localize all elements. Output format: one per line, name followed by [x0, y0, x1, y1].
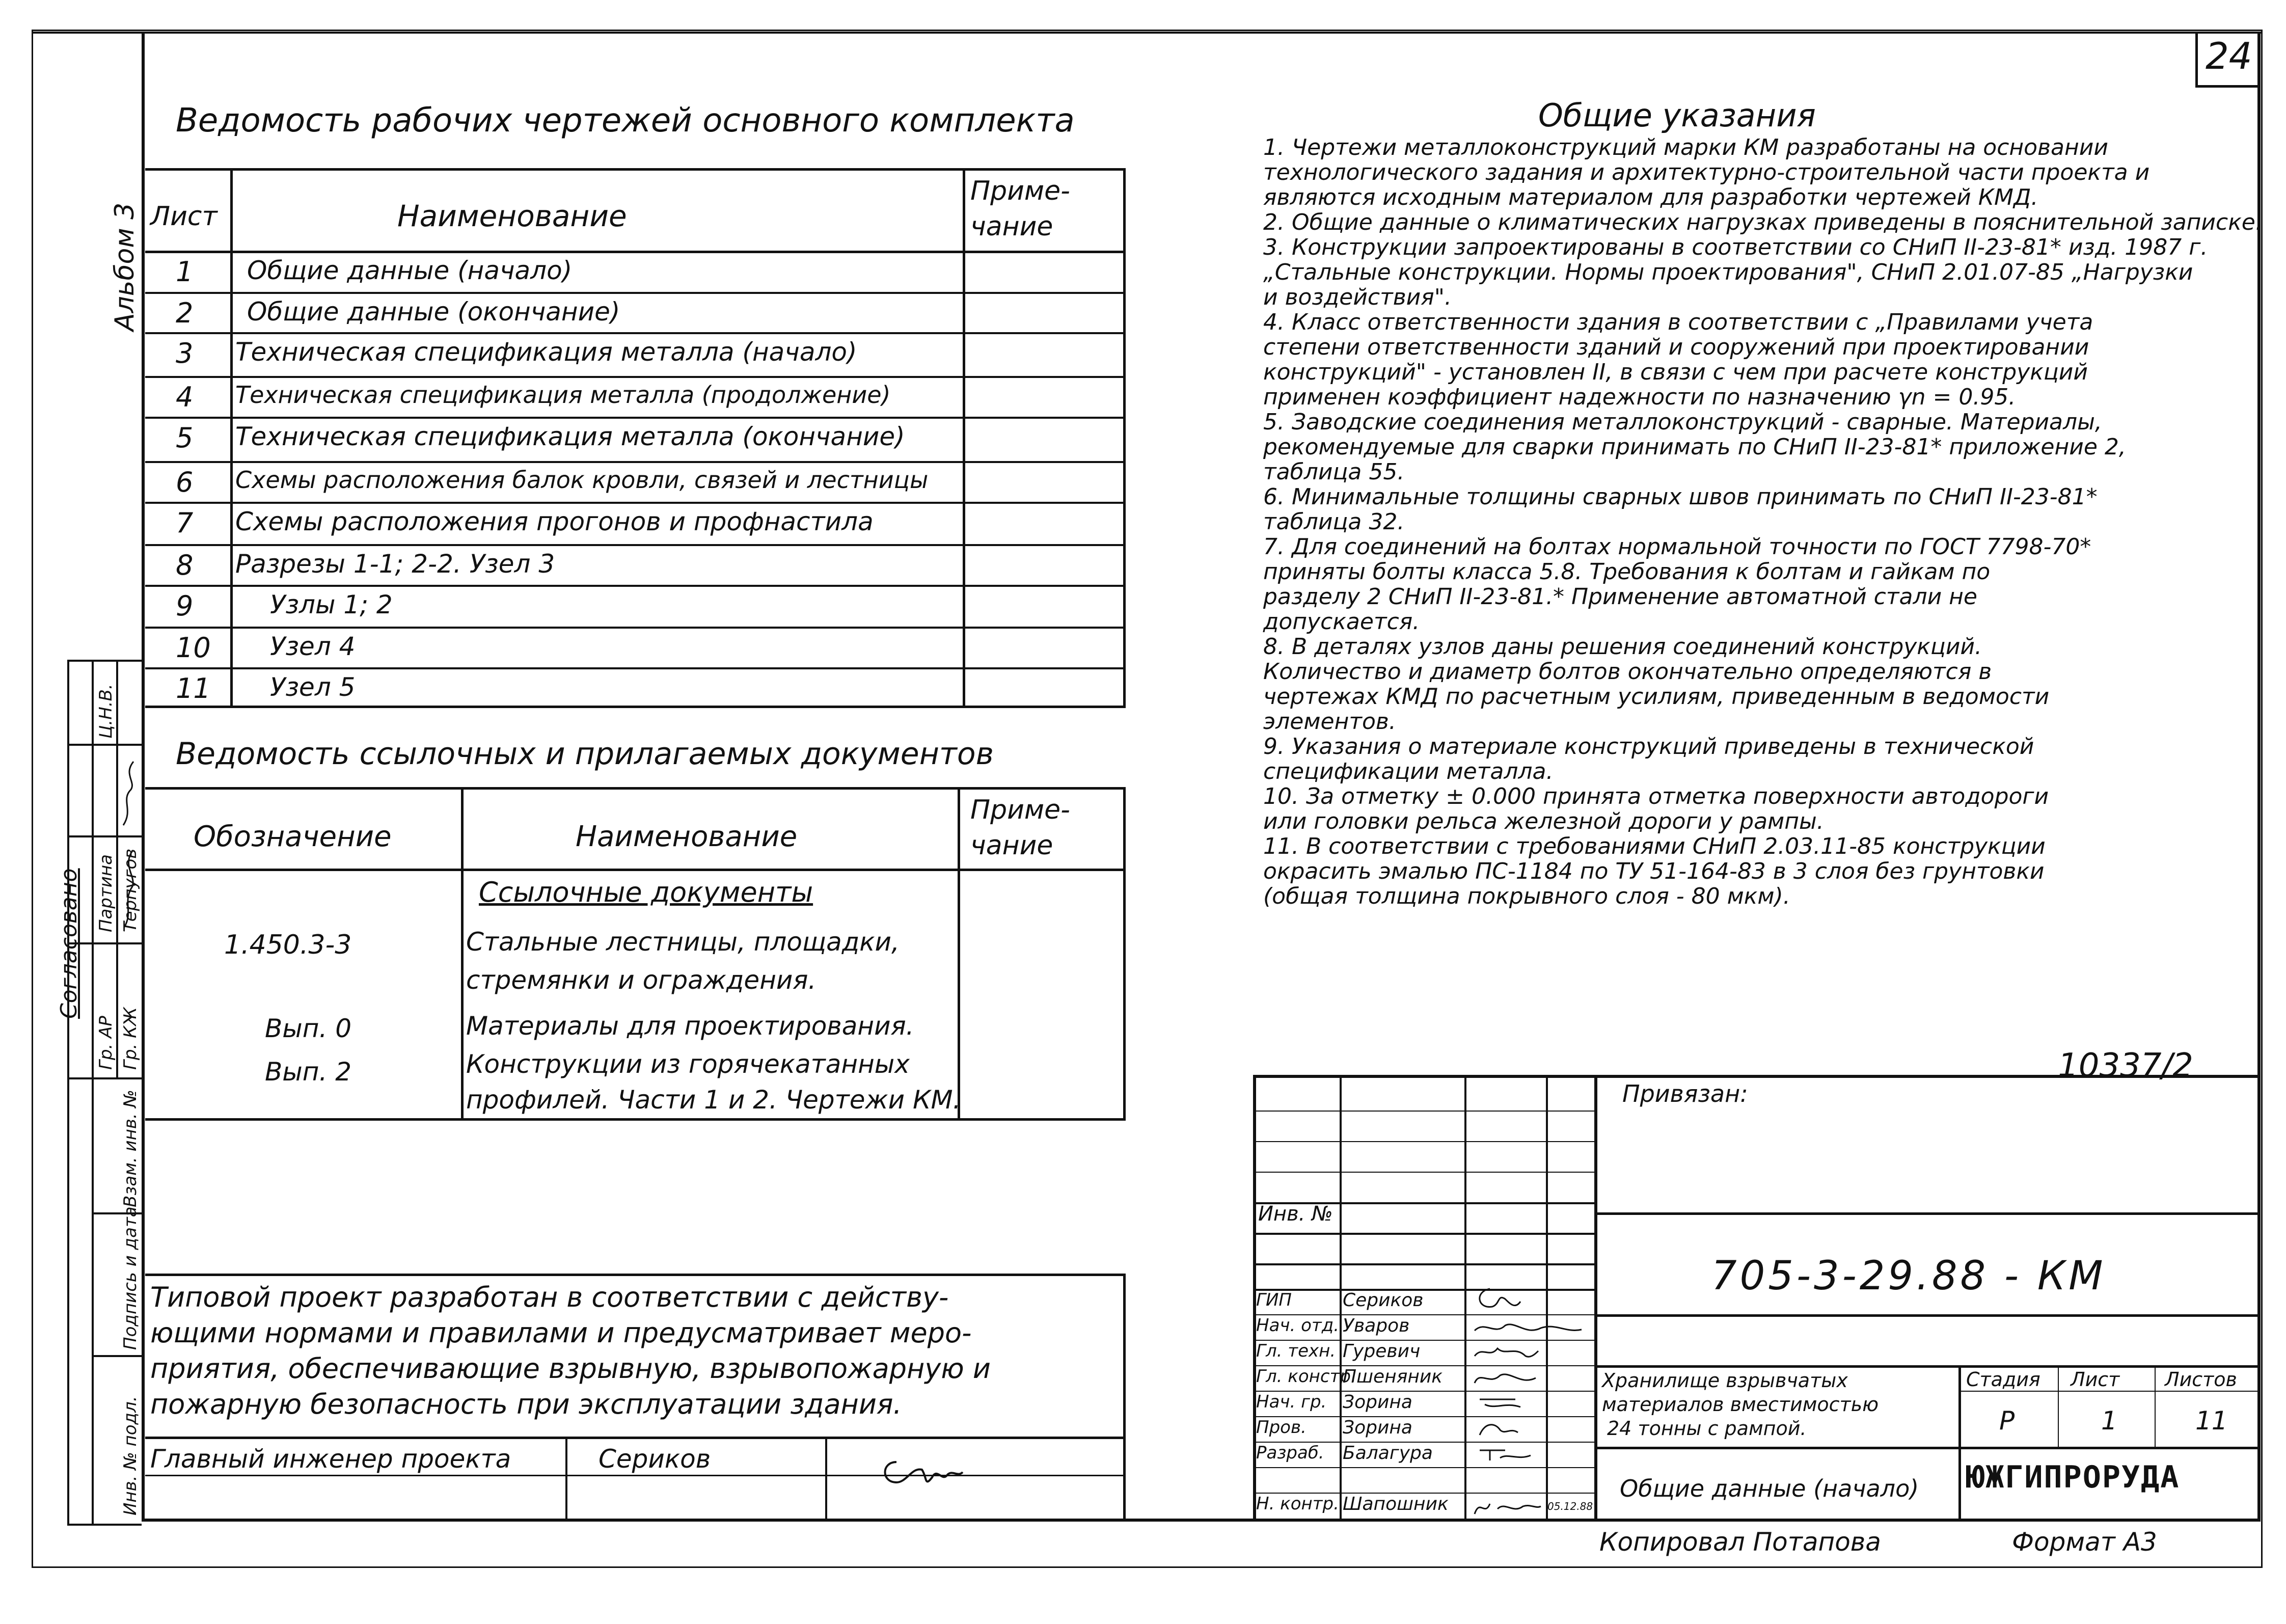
- general-note-line: технологического задания и архитектурно-строительной части проекта и: [1263, 159, 2150, 185]
- register-row-divider: [145, 417, 1126, 419]
- register-sheet-name: Схемы расположения прогонов и профнастила: [235, 507, 874, 536]
- staff-role: Гл. констр.: [1256, 1366, 1356, 1387]
- chief-row-top: [145, 1437, 1126, 1439]
- constr-signature: [1469, 1365, 1541, 1391]
- register-sheet-number: 10: [176, 632, 211, 664]
- check-signature: [1469, 1417, 1541, 1440]
- staff-role: Пров.: [1256, 1417, 1307, 1438]
- register-row-divider: [145, 502, 1126, 504]
- register-row-divider: [145, 544, 1126, 546]
- title-designation: 705-3-29.88 - КМ: [1711, 1253, 2106, 1299]
- refdoc-designation-2: Вып. 0: [265, 1014, 352, 1043]
- object-name-2: материалов вместимостью: [1602, 1393, 1879, 1416]
- general-note-line: допускается.: [1263, 609, 1420, 635]
- refdoc-name-3b: профилей. Части 1 и 2. Чертежи КМ.: [466, 1085, 961, 1115]
- stamp-agreed: Согласовано: [56, 868, 82, 1019]
- general-notes-title: Общие указания: [1538, 97, 1816, 134]
- register-sheet-name: Техническая спецификация металла (окончание): [235, 422, 905, 451]
- refdoc-name-1b: стремянки и ограждения.: [466, 965, 817, 995]
- general-note-line: 10. За отметку ± 0.000 принята отметка поверхности автодороги: [1263, 783, 2049, 809]
- refdocs-section-title: Ссылочные документы: [479, 876, 813, 908]
- stamp-col1-sub: Гр. КЖ: [120, 1007, 141, 1070]
- register-sheet-number: 4: [176, 381, 194, 413]
- register-sheet-name: Техническая спецификация металла (начало): [235, 337, 857, 367]
- register-row-divider: [145, 585, 1126, 587]
- sheet-format: Формат А3: [2012, 1527, 2157, 1557]
- register-sheet-number: 11: [176, 672, 211, 705]
- general-note-line: применен коэффициент надежности по назначению γn = 0.95.: [1263, 384, 2016, 410]
- copied-by: Копировал Потапова: [1599, 1527, 1881, 1557]
- register-sheet-number: 8: [176, 549, 194, 581]
- staff-role: ГИП: [1256, 1290, 1292, 1310]
- staff-name: Шапошник: [1343, 1494, 1449, 1514]
- gip-signature: [1469, 1279, 1531, 1319]
- general-note-line: спецификации металла.: [1263, 759, 1554, 784]
- general-note-line: рекомендуемые для сварки принимать по СНиП II-23-81* приложение 2,: [1263, 434, 2126, 460]
- group-signature: [1469, 1392, 1541, 1415]
- general-note-line: или головки рельса железной дороги у рампы.: [1263, 808, 1824, 834]
- register-header-name: Наименование: [397, 199, 627, 233]
- drawings-register-title: Ведомость рабочих чертежей основного комплекта: [176, 102, 1075, 140]
- staff-role: Гл. техн.: [1256, 1341, 1336, 1361]
- staff-role: Н. контр.: [1256, 1494, 1339, 1514]
- chief-col-2: [825, 1437, 827, 1521]
- chief-engineer-signature: [876, 1447, 978, 1493]
- general-note-line: 5. Заводские соединения металлоконструкций - сварные. Материалы,: [1263, 409, 2102, 435]
- general-note-line: 11. В соответствии с требованиями СНиП 2.03.11-85 конструкции: [1263, 833, 2046, 859]
- title-privyazan: Привязан:: [1622, 1080, 1748, 1107]
- chief-col-1: [565, 1437, 567, 1521]
- staff-name: Балагура: [1343, 1443, 1433, 1464]
- register-header-sheet: Лист: [150, 201, 217, 232]
- sheet-value: 1: [2101, 1406, 2117, 1436]
- register-sheet-name: Техническая спецификация металла (продолжение): [235, 381, 891, 409]
- album-label: Альбом 3: [110, 202, 140, 331]
- general-note-line: являются исходным материалом для разработки чертежей КМД.: [1263, 184, 2038, 210]
- chief-engineer-name: Сериков: [598, 1444, 711, 1474]
- register-sheet-number: 1: [176, 256, 194, 288]
- general-note-line: (общая толщина покрывного слоя - 80 мкм).: [1263, 883, 1790, 909]
- register-sheet-name: Схемы расположения балок кровли, связей и лестницы: [235, 466, 929, 494]
- general-note-line: и воздействия".: [1263, 284, 1452, 310]
- register-header-note-1: Приме-: [970, 176, 1070, 206]
- norm-signature: [1467, 1494, 1543, 1522]
- register-row-divider: [145, 667, 1126, 669]
- chief-row-mid: [145, 1475, 1126, 1476]
- organization: ЮЖГИПРОРУДА: [1966, 1459, 2180, 1495]
- sheet-label: Лист: [2071, 1368, 2120, 1391]
- typical-note-line-1: Типовой проект разработан в соответствии с действу-: [150, 1281, 949, 1313]
- general-note-line: приняты болты класса 5.8. Требования к болтам и гайкам по: [1263, 559, 1991, 585]
- stamp-signature-2: [118, 846, 139, 932]
- general-note-line: Количество и диаметр болтов окончательно определяются в: [1263, 659, 1992, 685]
- refdocs-header-note-1: Приме-: [970, 795, 1070, 825]
- title-inv-label: Инв. №: [1258, 1202, 1333, 1226]
- dev-signature: [1469, 1443, 1541, 1466]
- general-note-line: конструкций" - установлен II, в связи с чем при расчете конструкций: [1263, 359, 2088, 385]
- general-note-line: 3. Конструкции запроектированы в соответствии со СНиП II-23-81* изд. 1987 г.: [1263, 234, 2208, 260]
- register-sheet-number: 2: [176, 297, 194, 329]
- album-number: 10337/2: [2058, 1047, 2193, 1085]
- register-row-divider: [145, 461, 1126, 463]
- register-sheet-number: 7: [176, 507, 194, 539]
- staff-name: Сериков: [1343, 1290, 1424, 1311]
- stamp-sign-date: Подпись и дата: [120, 1206, 141, 1350]
- object-name-1: Хранилище взрывчатых: [1602, 1369, 1848, 1392]
- general-note-line: 8. В деталях узлов даны решения соединений конструкций.: [1263, 634, 1982, 660]
- reference-docs-title: Ведомость ссылочных и прилагаемых документов: [176, 736, 994, 772]
- title-date: 05.12.88: [1547, 1500, 1593, 1512]
- stamp-inv-orig: Инв. № подл.: [120, 1396, 141, 1515]
- staff-role: Нач. гр.: [1256, 1392, 1327, 1412]
- staff-name: Гуревич: [1343, 1341, 1421, 1362]
- top-border: [32, 32, 2263, 34]
- staff-name: Пшеняник: [1343, 1366, 1443, 1387]
- register-row-divider: [145, 627, 1126, 629]
- general-note-line: „Стальные конструкции. Нормы проектирования", СНиП 2.01.07-85 „Нагрузки: [1263, 259, 2193, 285]
- general-note-line: окрасить эмалью ПС-1184 по ТУ 51-164-83 в 3 слоя без грунтовки: [1263, 858, 2045, 884]
- stamp-col3-header: Ц.Н.В.: [96, 684, 116, 739]
- register-sheet-number: 6: [176, 466, 194, 498]
- general-note-line: чертежах КМД по расчетным усилиям, приведенным в ведомости: [1263, 684, 2050, 710]
- general-note-line: 4. Класс ответственности здания в соответствии с „Правилами учета: [1263, 309, 2093, 335]
- register-sheet-name: Общие данные (окончание): [247, 297, 620, 327]
- general-note-line: степени ответственности зданий и сооружений при проектировании: [1263, 334, 2089, 360]
- register-sheet-name: Общие данные (начало): [247, 256, 573, 285]
- typical-note-line-2: ющими нормами и правилами и предусматривает меро-: [150, 1317, 972, 1349]
- object-name-3: 24 тонны с рампой.: [1607, 1417, 1807, 1440]
- stamp-col2-sub: Терпугов: [120, 848, 141, 932]
- register-row-divider: [145, 376, 1126, 378]
- refdoc-designation-3: Вып. 2: [265, 1057, 352, 1087]
- general-notes-body: [1263, 134, 2263, 916]
- general-note-line: элементов.: [1263, 709, 1396, 735]
- general-note-line: 7. Для соединений на болтах нормальной точности по ГОСТ 7798-70*: [1263, 534, 2091, 560]
- refdocs-header-designation: Обозначение: [194, 820, 392, 853]
- general-note-line: 2. Общие данные о климатических нагрузках приведены в пояснительной записке.: [1263, 209, 2263, 235]
- tech-signature: [1469, 1341, 1541, 1364]
- typical-note-line-4: пожарную безопасность при эксплуатации здания.: [150, 1388, 902, 1420]
- stage-label: Стадия: [1966, 1368, 2040, 1391]
- stamp-inv-replace: Взам. инв. №: [120, 1090, 141, 1207]
- stamp-signature-1: [118, 754, 139, 830]
- head-signature: [1469, 1315, 1587, 1341]
- staff-name: Зорина: [1343, 1392, 1412, 1413]
- general-note-line: 9. Указания о материале конструкций приведены в технической: [1263, 734, 2034, 760]
- staff-name: Уваров: [1343, 1315, 1410, 1336]
- register-row-divider: [145, 292, 1126, 294]
- stamp-col1-header: Гр. АР: [96, 1016, 116, 1070]
- chief-engineer-label: Главный инженер проекта: [150, 1444, 511, 1474]
- register-header-note-2: чание: [970, 211, 1053, 242]
- general-note-line: 6. Минимальные толщины сварных швов принимать по СНиП II-23-81*: [1263, 484, 2098, 510]
- register-sheet-number: 3: [176, 337, 194, 369]
- refdoc-name-2a: Материалы для проектирования.: [466, 1011, 914, 1041]
- staff-role: Нач. отд.: [1256, 1315, 1340, 1336]
- general-note-line: 1. Чертежи металлоконструкций марки КМ разработаны на основании: [1263, 134, 2108, 160]
- sheet-title: Общие данные (начало): [1620, 1475, 1919, 1502]
- refdoc-name-3a: Конструкции из горячекатанных: [466, 1049, 910, 1079]
- typical-note-line-3: приятия, обеспечивающие взрывную, взрывопожарную и: [150, 1352, 991, 1385]
- register-sheet-name: Разрезы 1-1; 2-2. Узел 3: [235, 549, 555, 579]
- staff-role: Разраб.: [1256, 1443, 1324, 1463]
- register-sheet-name: Узлы 1; 2: [270, 590, 393, 619]
- sheet-corner-number: 24: [2206, 35, 2252, 77]
- register-sheet-number: 5: [176, 422, 194, 454]
- refdocs-header-name: Наименование: [576, 820, 798, 853]
- refdoc-designation-1: 1.450.3-3: [224, 930, 352, 960]
- stage-value: Р: [1999, 1406, 2015, 1436]
- staff-name: Зорина: [1343, 1417, 1412, 1438]
- register-sheet-number: 9: [176, 590, 194, 622]
- stamp-col2-header: Партина: [96, 854, 116, 932]
- general-note-line: таблица 32.: [1263, 509, 1405, 535]
- general-note-line: разделу 2 СНиП II-23-81.* Применение автоматной стали не: [1263, 584, 1978, 610]
- refdocs-header-note-2: чание: [970, 830, 1053, 861]
- refdoc-name-1a: Стальные лестницы, площадки,: [466, 927, 900, 957]
- register-sheet-name: Узел 5: [270, 672, 356, 702]
- sheets-label: Листов: [2165, 1368, 2237, 1391]
- register-row-divider: [145, 332, 1126, 334]
- register-sheet-name: Узел 4: [270, 632, 356, 661]
- general-note-line: таблица 55.: [1263, 459, 1405, 485]
- sheets-value: 11: [2195, 1406, 2228, 1436]
